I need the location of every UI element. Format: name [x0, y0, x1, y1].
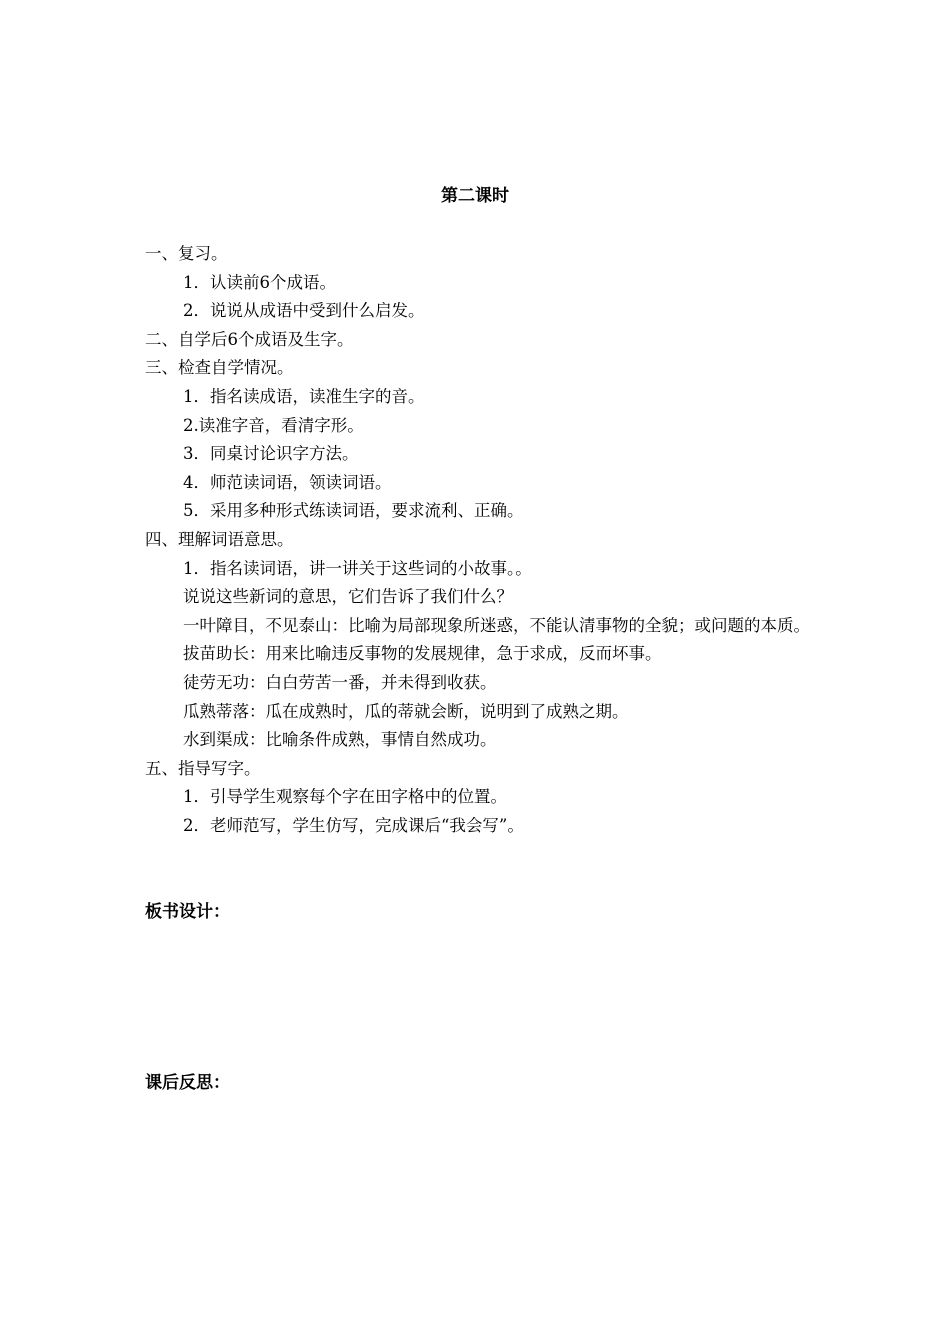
list-item: 2.读准字音，看清字形。: [183, 415, 364, 435]
idiom-definition: 水到渠成：比喻条件成熟，事情自然成功。: [183, 730, 497, 750]
section-heading-self-study: 二、自学后6个成语及生字。: [145, 329, 354, 349]
reflection-heading: 课后反思：: [145, 1073, 230, 1093]
idiom-definition: 瓜熟蒂落：瓜在成熟时，瓜的蒂就会断，说明到了成熟之期。: [183, 701, 629, 721]
list-item: 4．师范读词语，领读词语。: [183, 472, 392, 492]
board-design-heading: 板书设计：: [145, 902, 230, 922]
section-heading-check: 三、检查自学情况。: [145, 358, 294, 378]
paragraph: 说说这些新词的意思，它们告诉了我们什么？: [183, 587, 513, 607]
idiom-definition: 一叶障目，不见泰山：比喻为局部现象所迷惑，不能认清事物的全貌；或问题的本质。: [183, 615, 810, 635]
page-title: 第二课时: [441, 186, 509, 206]
list-item: 1．指名读成语，读准生字的音。: [183, 386, 425, 406]
section-heading-writing: 五、指导写字。: [145, 758, 261, 778]
list-item: 1．指名读词语，讲一讲关于这些词的小故事。。: [183, 558, 532, 578]
list-item: 1．引导学生观察每个字在田字格中的位置。: [183, 787, 507, 807]
list-item: 3．同桌讨论识字方法。: [183, 444, 359, 464]
idiom-definition: 拔苗助长：用来比喻违反事物的发展规律，急于求成，反而坏事。: [183, 644, 662, 664]
list-item: 2．老师范写，学生仿写，完成课后“我会写”。: [183, 815, 524, 835]
section-heading-review: 一、复习。: [145, 244, 228, 263]
list-item: 5．采用多种形式练读词语，要求流利、正确。: [183, 501, 524, 521]
section-heading-meaning: 四、理解词语意思。: [145, 529, 294, 549]
lesson-body: [145, 240, 813, 840]
list-item: 2．说说从成语中受到什么启发。: [183, 301, 425, 321]
idiom-definition: 徒劳无功：白白劳苦一番，并未得到收获。: [183, 672, 497, 692]
list-item: 1．认读前6个成语。: [183, 272, 336, 292]
